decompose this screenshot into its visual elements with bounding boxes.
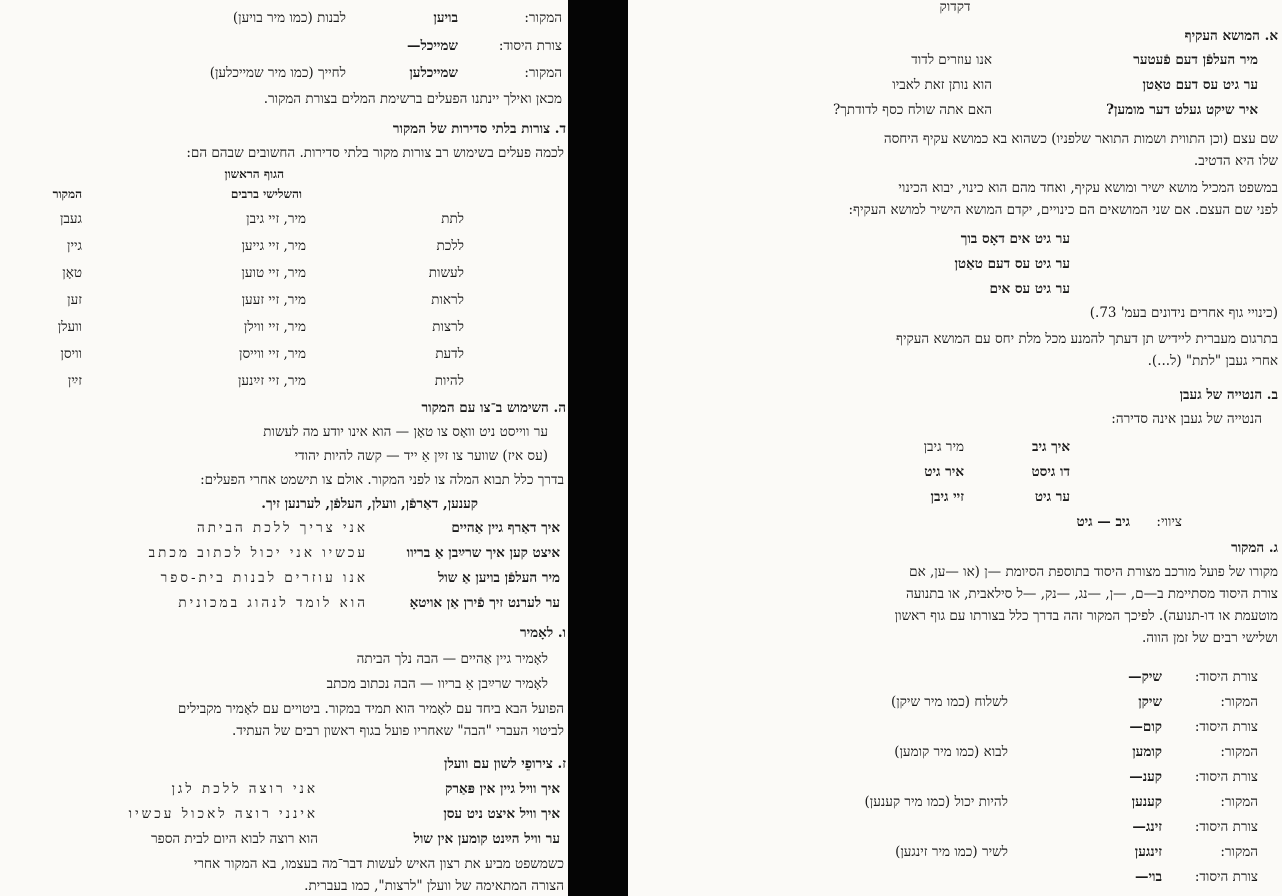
example-yiddish: איך וויל גיין אין פּאַרק [445,781,560,797]
paragraph-line: בדרך כלל תבוא המלה צו לפני המקור. אולם צו תישמט אחרי הפעלים: [200,472,564,488]
book-gutter [568,0,628,896]
form-gloss: לשיר (כמו מיר זינגען) [895,844,1008,860]
example-yiddish: ער גיט עס דעם טאַטן [1142,77,1258,93]
section-v-title: ו. לאָמיר [519,625,566,641]
centered-example: ער גיט אים דאָס בוך [960,231,1070,247]
top-note: מכאן ואילך יינתנו הפעלים ברשימת המלים בצורת המקור. [263,91,562,107]
form-label: צורת היסוד: [1194,719,1258,735]
form-word: בויען [433,10,458,26]
example-yiddish: ער לערנט זיך פֿירן אַן אויטאָ [409,595,560,611]
paragraph-line: הפועל הבא ביחד עם לאָמיר הוא תמיד במקור. ביטויים עם לאָמיר מקבילים [177,701,564,717]
centered-example: ער גיט עס אים [989,281,1070,297]
paragraph-line: ושלישי רבים של זמן הווה. [1141,630,1278,646]
table-row-forms: מיר, זיי טוען [241,265,306,281]
example-hebrew: אנו עוזרים לדוד [911,52,992,68]
table-row-hebrew: להיות [434,373,464,389]
conjugation-singular: ער גיט [1034,489,1070,505]
form-label: המקור: [1220,794,1258,810]
example-yiddish: איך דאַרף גיין אַהיים [451,520,560,536]
form-label: המקור: [1220,744,1258,760]
form-word: קומען [1132,744,1162,760]
table-row-infinitive: זען [67,292,82,308]
example-hebrew: אני צריך ללכת הביתה [196,520,368,536]
form-word: קענ— [1129,769,1162,785]
section-h-title: ה. השימוש ב־צו עם המקור [421,400,566,416]
right-page [628,0,1282,896]
conjugation-singular: איך גיב [1031,439,1070,455]
form-label: המקור: [1220,694,1258,710]
table-row-infinitive: געבן [59,211,82,227]
table-row-hebrew: לעשות [428,265,464,281]
conjugation-singular: דו גיסט [1031,464,1070,480]
example-hebrew: אני רוצה ללכת לגן [171,781,318,797]
form-gloss: לבנות (כמו מיר בויען) [232,10,346,26]
table-row-hebrew: ללכת [436,238,464,254]
example-yiddish: מיר העלפֿן בויען אַ שול [437,570,560,586]
table-row-hebrew: לדעת [435,346,464,362]
example-yiddish: ער וויל הײַנט קומען אין שול [413,831,560,847]
paragraph-line: מוטעמת או דו-תנועה). לפיכך המקור זהה בדרך כלל בצורתו עם גוף ראשון [894,608,1278,624]
section-z-title: ז. צירופֵי לשון עם וועלן [444,756,566,772]
paragraph-line: מקורו של פועל מורכב מצורת היסוד בתוספת הסיומת —ן (או —ען, אם [909,564,1278,580]
conjugation-plural: זיי גיבן [930,489,964,505]
table-header-top: הגוף הראשון [224,167,284,181]
form-word: שיקן [1138,694,1162,710]
form-gloss: לשלוח (כמו מיר שיקן) [890,694,1008,710]
section-b-title: ב. הנטייה של געבן [1179,387,1278,403]
paragraph-line: אחרי געבן "לתת" (ל...). [1147,353,1278,369]
table-row-hebrew: לתת [441,211,464,227]
example-hebrew: הוא נותן זאת לאביו [892,77,992,93]
paragraph-line: שם עצם (וכן התווית ושמות התואר שלפניו) כשהוא בא כמושא עקיף היחסה [883,131,1278,147]
page-header: דקדוק [939,0,971,15]
form-word: זינגען [1134,844,1162,860]
example-hebrew: הוא לומד לנהוג במכונית [178,595,368,611]
example-hebrew: אינני רוצה לאכול עכשיו [128,806,318,822]
note: (כינויי גוף אחרים נידונים בעמ' 73.) [1089,305,1278,321]
table-row-forms: מיר, זיי גיבן [246,211,306,227]
table-row-infinitive: זײַן [67,373,82,389]
form-label: צורת היסוד: [1194,769,1258,785]
paragraph-line: במשפט המכיל מושא ישיר ומושא עקיף, ואחד מהם הוא כינוי, יבוא הכינוי [898,180,1278,196]
example-hebrew: אנו עוזרים לבנות בית-ספר [160,570,368,586]
table-row-hebrew: לרצות [432,319,464,335]
form-word: קום— [1129,719,1162,735]
paragraph-line: שלו היא הדטיב. [1193,153,1278,169]
example-hebrew: עכשיו אני יכול לכתוב מכתב [148,545,368,561]
form-label: צורת היסוד: [1194,869,1258,885]
table-row-forms: מיר, זיי זײַנען [237,373,306,389]
paragraph-line: לפני שם העצם. אם שני המושאים הם כינויים, יקדם המושא הישיר למושא העקיף: [848,202,1278,218]
table-row-forms: מיר, זיי ווייסן [239,346,306,362]
form-label: צורת היסוד: [1194,669,1258,685]
left-page [0,0,568,896]
example-hebrew: האם אתה שולח כסף לדודתך? [832,102,992,118]
example-hebrew: הוא רוצה לבוא היום לבית הספר [150,831,318,847]
table-row-infinitive: וויסן [60,346,82,362]
table-row-forms: מיר, זיי זעען [241,292,306,308]
form-word: שמייכל— [406,38,458,54]
form-label: המקור: [524,65,562,81]
section-g-title: ג. המקור [1231,540,1278,556]
form-gloss: לבוא (כמו מיר קומען) [894,744,1008,760]
form-word: שיק— [1128,669,1162,685]
form-gloss: להיות יכול (כמו מיר קענען) [864,794,1008,810]
centered-example: ער גיט עס דעם טאַטן [954,256,1070,272]
form-word: בוי— [1135,869,1162,885]
example-yiddish: מיר העלפֿן דעם פֿעטער [1133,52,1258,68]
paragraph-line: הצורה המתאימה של וועלן "לרצות", כמו בעברית. [304,878,564,894]
example-line: לאָמיר שרײַבן אַ בריוו — הבה נכתוב מכתב [326,676,548,692]
table-header-infinitive: המקור [52,187,82,201]
table-row-forms: מיר, זיי ווילן [243,319,306,335]
conjugation-plural: מיר גיבן [923,439,964,455]
example-line: (עס איז) שווער צו זײַן אַ ייד — קשה להיות יהודי [294,448,548,464]
paragraph-line: צורת היסוד מסתיימת ב—ם, —ן, —נג, —נק, —ל סילאבית, או בתנועה [905,586,1278,602]
form-word: קענען [1131,794,1162,810]
paragraph-line: כשמשפט מביע את רצון האיש לעשות דבר־מה בעצמו, בא המקור אחרי [193,856,564,872]
form-label: המקור: [524,10,562,26]
example-yiddish: איך וויל איצט ניט עסן [443,806,560,822]
paragraph-line: לביטוי העברי "הבה" שאחריו פועל בגוף ראשון רבים של העתיד. [232,723,564,739]
form-gloss: לחייך (כמו מיר שמייכלען) [209,65,346,81]
example-yiddish: איצט קען איך שרײַבן אַ בריוו [406,545,560,561]
form-label: המקור: [1220,844,1258,860]
paragraph-line: בתרגום מעברית ליידיש תן דעתך להמנע מכל מלת יחס עם המושא העקיף [895,331,1278,347]
table-row-infinitive: וועלן [57,319,82,335]
form-label: צורת היסוד: [1194,819,1258,835]
imperative-label: ציווי: [1156,514,1182,530]
verb-list: קענען, דאַרפֿן, וועלן, העלפֿן, לערנען זיך. [261,496,478,512]
section-d-title: ד. צורות בלתי סדירות של המקור [392,121,566,137]
table-header-forms: והשלישי ברבים [230,187,302,201]
example-line: ער ווייסט ניט וואָס צו טאָן — הוא אינו יודע מה לעשות [263,424,548,440]
form-word: זינג— [1132,819,1162,835]
table-row-infinitive: גיין [67,238,82,254]
form-word: שמייכלען [409,65,458,81]
imperative-value: גיב — גיט [1076,514,1130,530]
example-line: לאָמיר גיין אַהיים — הבה נלך הביתה [356,651,548,667]
table-row-hebrew: לראות [431,292,464,308]
table-row-infinitive: טאָן [62,265,82,281]
section-a-title: א. המושא העקיף [1184,28,1278,44]
example-yiddish: איר שיקט געלט דער מומען? [1106,102,1258,118]
section-d-intro: לכמה פעלים בשימוש רב צורות מקור בלתי סדירות. החשובים שבהם הם: [186,145,564,161]
conjugation-plural: איר גיט [924,464,964,480]
form-label: צורת היסוד: [498,38,562,54]
table-row-forms: מיר, זיי גייען [241,238,306,254]
section-b-intro: הנטייה של געבן אינה סדירה: [1111,411,1262,427]
